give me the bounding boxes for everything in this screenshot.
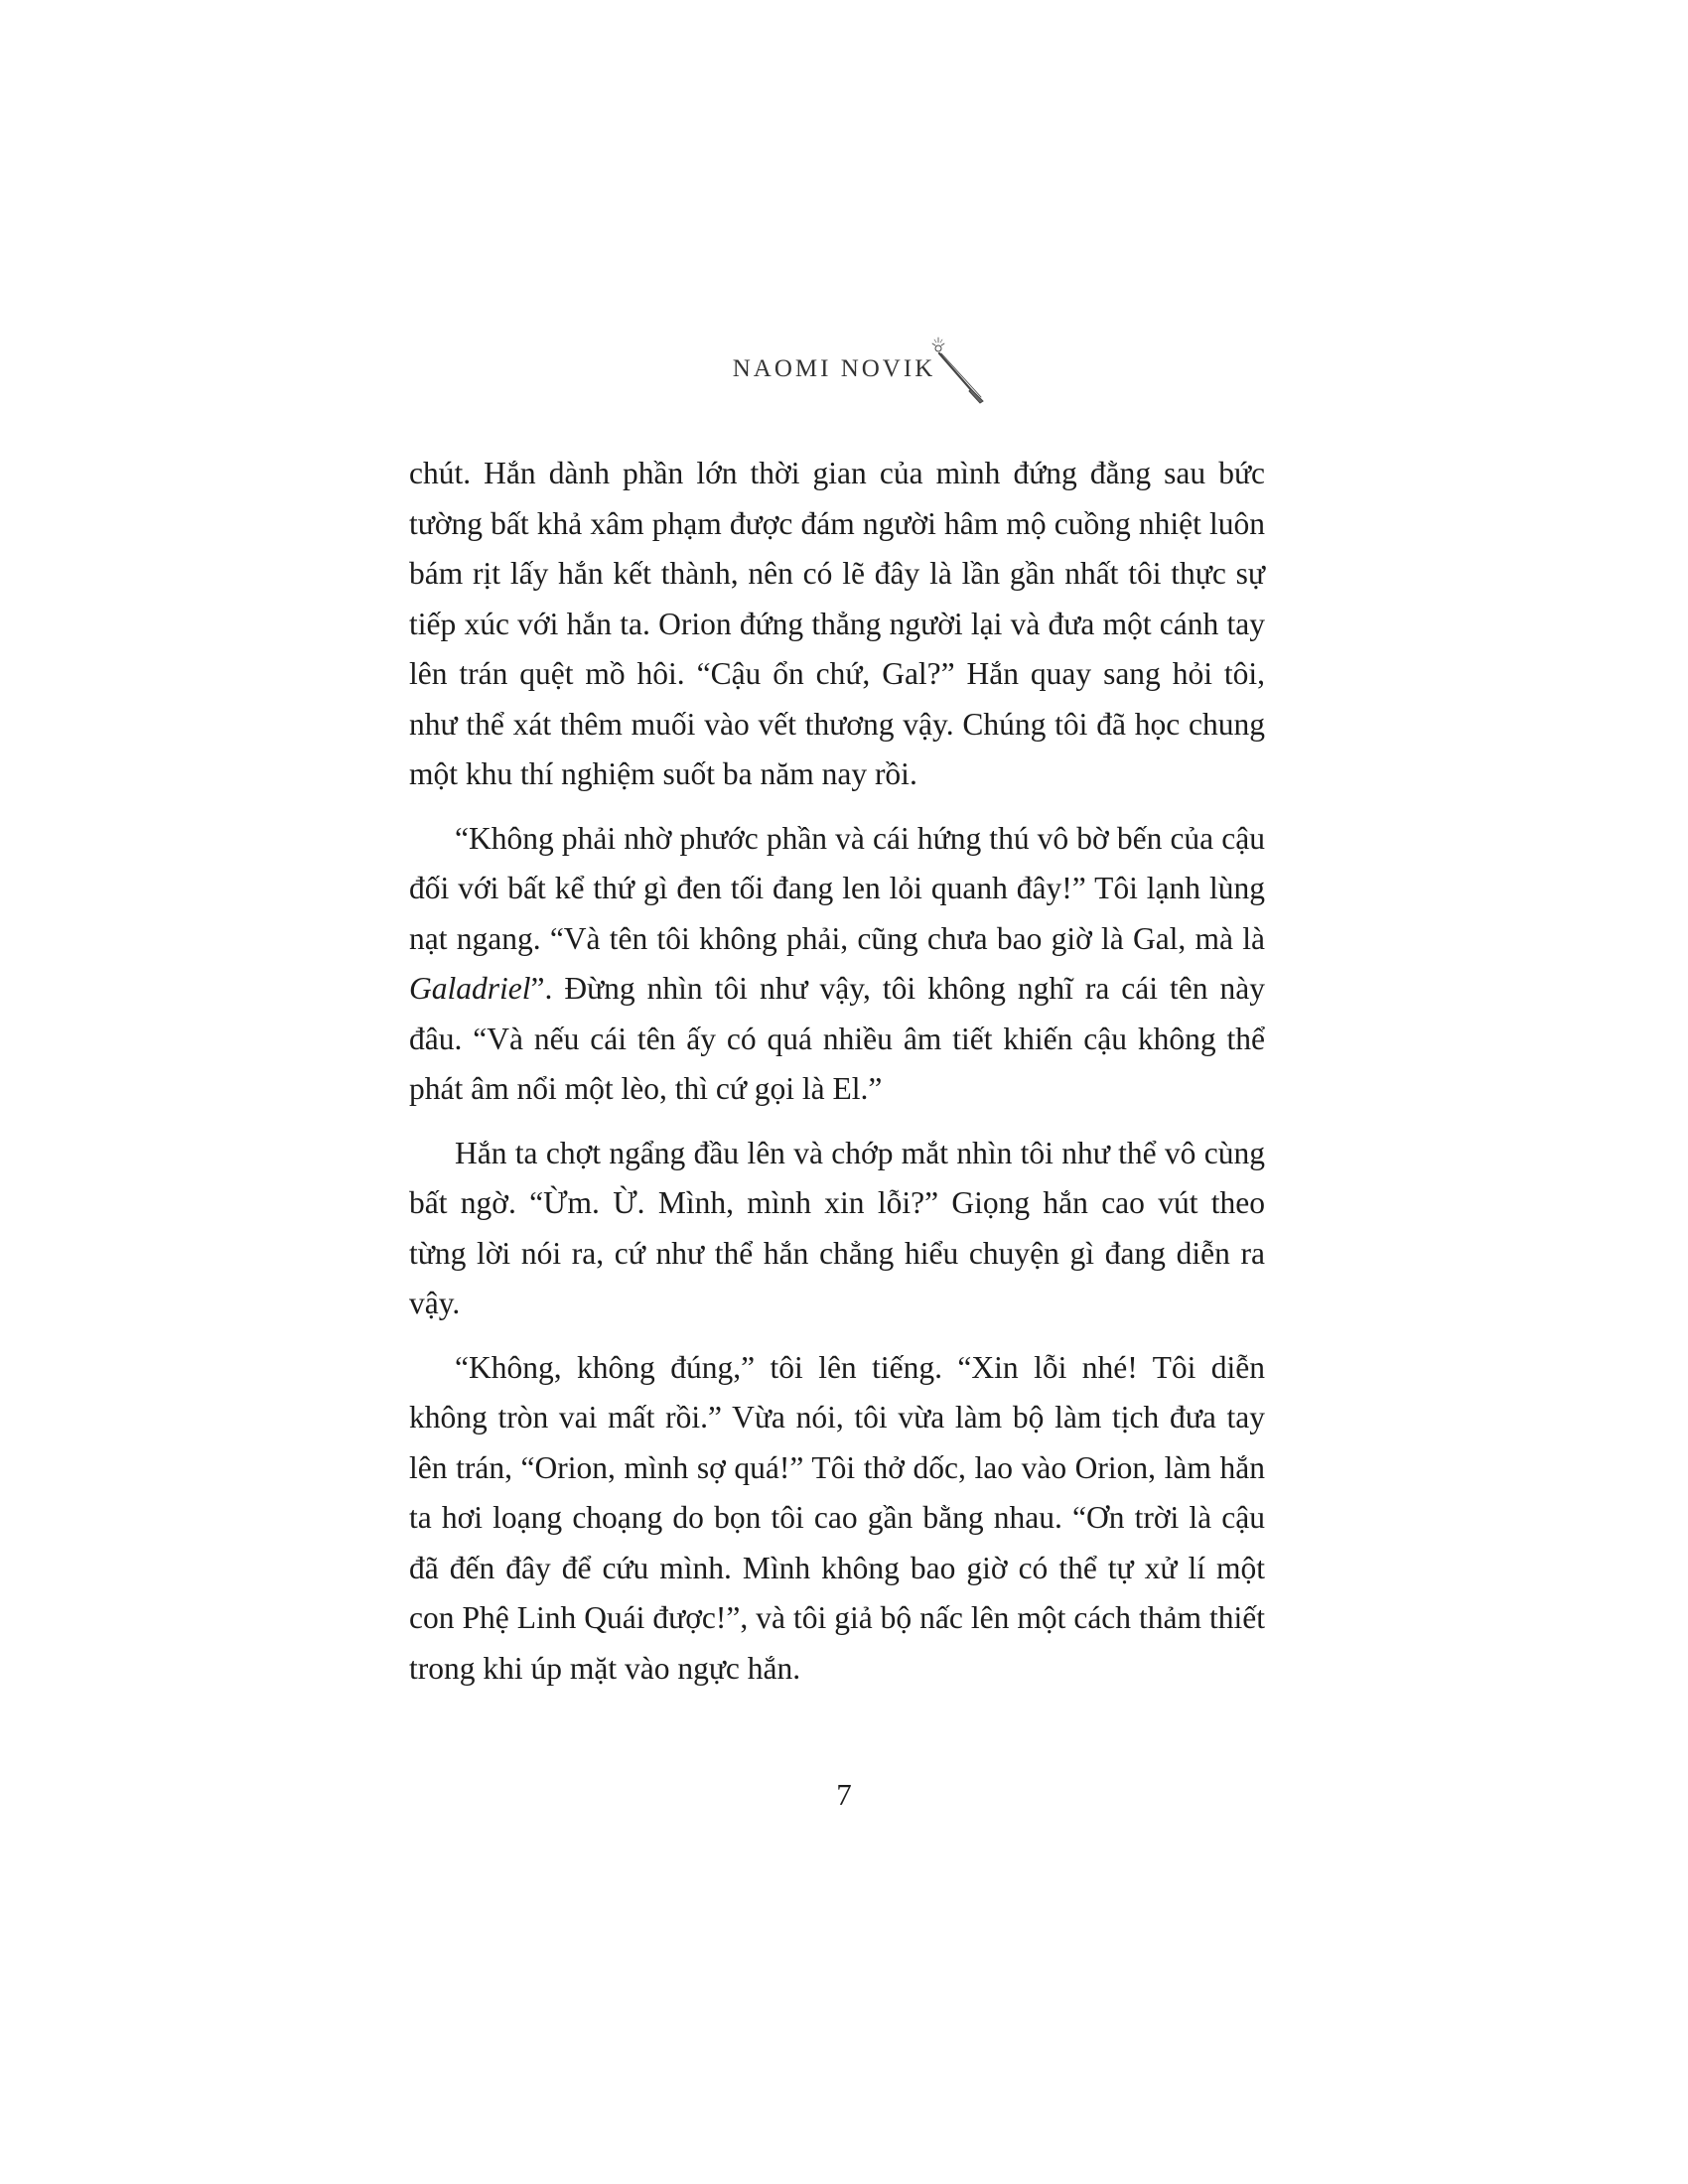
paragraph-1: chút. Hắn dành phần lớn thời gian của mình đứng đằng sau bức tường bất khả xâm phạm được đám người hâm mộ cuồng nhiệt luôn bám rịt lấy hắn kết thành, nên có lẽ đây là lần gần nhất tôi thực sự tiếp xúc với hắn ta. Orion đứng thẳng người lại và đưa một cánh tay lên trán quệt mồ hôi. “Cậu ổn chứ, Gal?” Hắn quay sang hỏi tôi, như thể xát thêm muối vào vết thương vậy. Chúng tôi đã học chung một khu thí nghiệm suốt ba năm nay rồi. [409, 456, 1265, 791]
wand-icon [931, 334, 991, 405]
page-number: 7 [836, 1777, 852, 1812]
author-name: NAOMI NOVIK [732, 355, 936, 382]
paragraph-2-italic-name: Galadriel [409, 971, 531, 1006]
paragraph-3: Hắn ta chợt ngẩng đầu lên và chớp mắt nhìn tôi như thể vô cùng bất ngờ. “Ừm. Ừ. Mình, mình xin lỗi?” Giọng hắn cao vút theo từng lời nói ra, cứ như thể hắn chẳng hiểu chuyện gì đang diễn ra vậy. [409, 1135, 1265, 1320]
paragraph-2 [409, 814, 1265, 1115]
paragraph-2-text-after: ”. Đừng nhìn tôi như vậy, tôi không nghĩ ra cái tên này đâu. “Và nếu cái tên ấy có quá nhiều âm tiết khiến cậu không thể phát âm nổi một lèo, thì cứ gọi là El.” [409, 971, 1265, 1106]
body-text [409, 449, 1265, 1707]
paragraph-4: “Không, không đúng,” tôi lên tiếng. “Xin lỗi nhé! Tôi diễn không tròn vai mất rồi.” Vừa nói, tôi vừa làm bộ làm tịch đưa tay lên trán, “Orion, mình sợ quá!” Tôi thở dốc, lao vào Orion, làm hắn ta hơi loạng choạng do bọn tôi cao gần bằng nhau. “Ơn trời là cậu đã đến đây để cứu mình. Mình không bao giờ có thể tự xử lí một con Phệ Linh Quái được!”, và tôi giả bộ nấc lên một cách thảm thiết trong khi úp mặt vào ngực hắn. [409, 1349, 1265, 1686]
running-head [0, 355, 1688, 415]
paragraph-2-text-before: “Không phải nhờ phước phần và cái hứng thú vô bờ bến của cậu đối với bất kể thứ gì đen tối đang len lỏi quanh đây!” Tôi lạnh lùng nạt ngang. “Và tên tôi không phải, cũng chưa bao giờ là Gal, mà là [409, 820, 1265, 956]
